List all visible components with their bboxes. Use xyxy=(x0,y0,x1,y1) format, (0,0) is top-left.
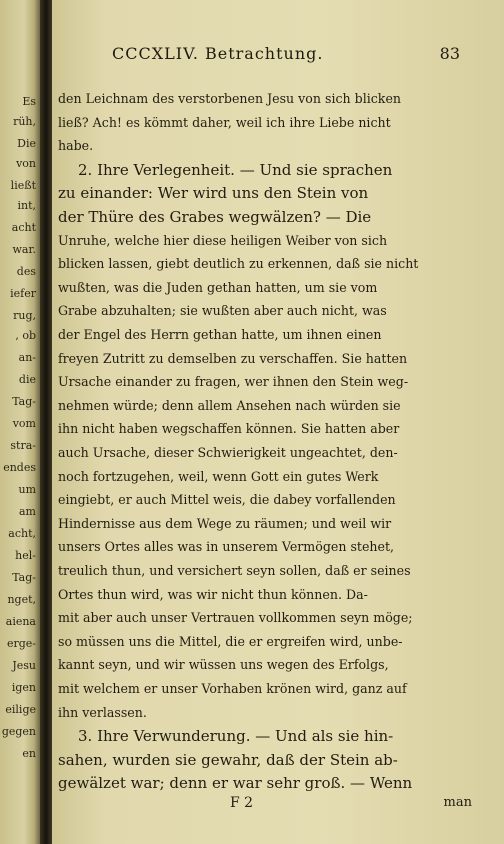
left-page-fragment: Die xyxy=(17,137,36,150)
left-page-fragment: rüh, xyxy=(13,115,36,128)
text-line: habe. xyxy=(58,138,94,154)
text-line: eingiebt, er auch Mittel weis, die dabey vorfallenden xyxy=(58,492,396,508)
left-page-fragment: ließt xyxy=(10,179,36,192)
left-page-fragment: Jesu xyxy=(12,659,36,672)
left-page-fragment: war. xyxy=(12,243,36,256)
left-page-fragment: vom xyxy=(12,417,36,430)
left-page-edge xyxy=(0,0,40,844)
text-line: zu einander: Wer wird uns den Stein von xyxy=(58,184,369,203)
text-line: ihn verlassen. xyxy=(58,704,147,720)
left-page-fragment: Es xyxy=(22,95,36,108)
text-line: gewälzet war; denn er war sehr groß. — Wenn xyxy=(58,774,413,793)
text-line: den Leichnam des verstorbenen Jesu von sich blicken xyxy=(58,91,402,106)
text-line: nehmen würde; denn allem Ansehen nach würden sie xyxy=(58,397,401,413)
left-page-fragment: int, xyxy=(17,199,36,212)
left-page-fragment: um xyxy=(18,483,36,496)
left-page-fragment: hel- xyxy=(15,549,36,562)
left-page-fragment: am xyxy=(19,505,36,518)
running-title: CCCXLIV. Betrachtung. xyxy=(112,44,324,63)
left-page-fragment: aiena xyxy=(5,615,36,628)
left-page-fragment: die xyxy=(18,373,36,386)
left-page-fragment: eilige xyxy=(5,703,36,716)
left-page-fragment: , ob xyxy=(15,329,36,342)
left-page-fragment: stra- xyxy=(10,439,36,452)
left-page-fragment: igen xyxy=(11,681,36,694)
left-page-fragment: nget, xyxy=(7,593,36,606)
text-line: auch Ursache, dieser Schwierigkeit ungeachtet, den- xyxy=(58,445,398,460)
page-header xyxy=(52,44,504,66)
text-line: freyen Zutritt zu demselben zu verschaffen. Sie hatten xyxy=(58,350,408,366)
page-footer xyxy=(52,795,504,815)
text-line: unsers Ortes alles was in unserem Vermögen stehet, xyxy=(58,539,395,555)
text-line: Unruhe, welche hier diese heiligen Weiber von sich xyxy=(58,232,388,248)
text-line: der Thüre des Grabes wegwälzen? — Die xyxy=(58,208,372,226)
left-page-fragment: an- xyxy=(18,351,36,364)
text-line: Ursache einander zu fragen, wer ihnen den Stein weg- xyxy=(58,374,409,390)
left-page-fragment: acht, xyxy=(8,527,36,540)
text-line: ihn nicht haben wegschaffen können. Sie hatten aber xyxy=(58,421,400,437)
text-line: sahen, wurden sie gewahr, daß der Stein ab- xyxy=(58,750,398,769)
book-gutter xyxy=(40,0,52,844)
text-line: mit aber auch unser Vertrauen vollkommen seyn möge; xyxy=(58,610,413,626)
text-line: wußten, was die Juden gethan hatten, um sie vom xyxy=(58,279,378,295)
text-line: ließ? Ach! es kömmt daher, weil ich ihre Liebe nicht xyxy=(58,114,391,130)
text-line: mit welchem er unser Vorhaben krönen wird, ganz auf xyxy=(58,681,407,696)
left-page-fragment: erge- xyxy=(6,637,36,650)
left-page-fragment: Tag- xyxy=(12,571,36,584)
left-page-fragment: gegen xyxy=(1,725,36,738)
text-line: noch fortzugehen, weil, wenn Gott ein gutes Werk xyxy=(58,468,379,484)
text-line: der Engel des Herrn gethan hatte, um ihnen einen xyxy=(58,327,382,342)
text-line: Hindernisse aus dem Wege zu räumen; und weil wir xyxy=(58,515,392,531)
left-page-fragment: des xyxy=(16,265,36,278)
text-line: kannt seyn, und wir wüssen uns wegen des Erfolgs, xyxy=(58,657,389,673)
text-line: blicken lassen, giebt deutlich zu erkennen, daß sie nicht xyxy=(58,256,419,272)
text-line: 3. Ihre Verwunderung. — Und als sie hin- xyxy=(78,727,394,746)
text-line: treulich thun, und versichert seyn sollen, daß er seines xyxy=(58,563,411,578)
page-number: 83 xyxy=(439,44,460,63)
left-page-fragment: endes xyxy=(3,461,36,474)
signature-mark: F 2 xyxy=(230,795,254,811)
left-page-fragment: rug, xyxy=(13,309,36,322)
text-line: 2. Ihre Verlegenheit. — Und sie sprachen xyxy=(78,160,393,179)
text-line: Grabe abzuhalten; sie wußten aber auch nicht, was xyxy=(58,303,387,319)
left-page-fragment: iefer xyxy=(10,287,36,300)
left-page-fragment: acht xyxy=(11,221,36,234)
catchword: man xyxy=(443,795,472,810)
right-page xyxy=(52,0,504,844)
left-page-fragment: Tag- xyxy=(12,395,36,408)
text-line: so müssen uns die Mittel, die er ergreifen wird, unbe- xyxy=(58,633,403,649)
left-page-fragment: von xyxy=(16,157,36,170)
text-line: Ortes thun wird, was wir nicht thun können. Da- xyxy=(58,586,368,602)
left-page-fragment: en xyxy=(22,747,36,760)
